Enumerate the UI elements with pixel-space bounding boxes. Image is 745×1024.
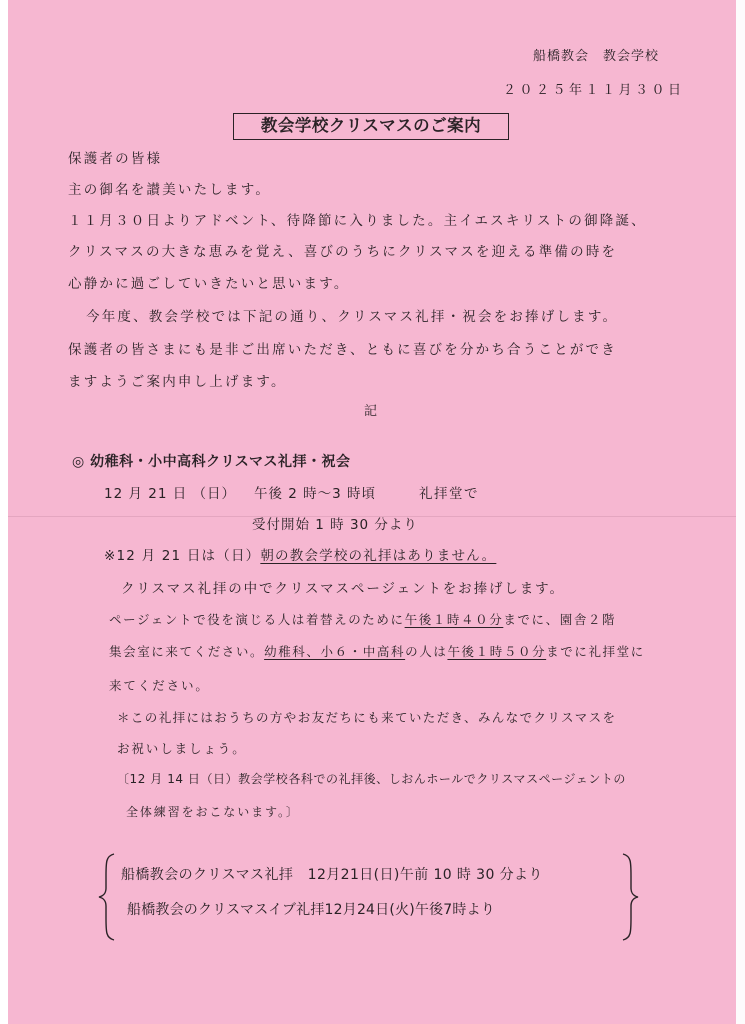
event-reception: 受付開始 1 時 30 分より (252, 517, 418, 533)
event-date: 12 月 21 日 （日） (104, 486, 237, 502)
greeting-line-4: 心静かに過ごしていきたいと思います。 (68, 276, 350, 292)
note-4-c: の人は (405, 644, 448, 659)
service-line-1: 船橋教会のクリスマス礼拝 12月21日(日)午前 10 時 30 分より (121, 867, 543, 883)
note-9: 全体練習をおこないます。〕 (126, 805, 300, 819)
note-4 (109, 643, 645, 661)
note-4-classes: 幼稚科、小６・中高科 (264, 644, 406, 659)
event-heading: ◎ 幼稚科・小中高科クリスマス礼拝・祝会 (72, 454, 351, 470)
ki-marker: 記 (364, 404, 380, 419)
note-8: 〔12 月 14 日（日）教会学校各科での礼拝後、しおんホールでクリスマスページェントの (117, 772, 626, 786)
note-2: クリスマス礼拝の中でクリスマスページェントをお捧げします。 (121, 581, 565, 597)
greeting-line-3: クリスマスの大きな恵みを覚え、喜びのうちにクリスマスを迎える準備の時を (68, 244, 618, 260)
event-time: 午後 2 時～3 時頃 (254, 486, 377, 502)
note-5: 来てください。 (109, 678, 210, 693)
page-title: 教会学校クリスマスのご案内 (233, 113, 509, 140)
note-1 (104, 547, 496, 565)
note-3-time: 午後１時４０分 (404, 612, 504, 627)
note-4-a: 集会室に来てください。 (109, 644, 265, 659)
greeting-line-6: 保護者の皆さまにも是非ご出席いただき、ともに喜びを分かち合うことができ (68, 342, 617, 358)
greeting-line-5: 今年度、教会学校では下記の通り、クリスマス礼拝・祝会をお捧げします。 (86, 309, 619, 325)
issue-date: ２０２５年１１月３０日 (503, 83, 685, 98)
note-4-e: までに礼拝堂に (546, 644, 645, 659)
note-1-underlined: 朝の教会学校の礼拝はありません。 (260, 548, 497, 564)
note-3 (109, 611, 616, 629)
note-6: ＊この礼拝にはおうちの方やお友だちにも来ていただき、みんなでクリスマスを (117, 710, 617, 725)
greeting-line-7: ますようご案内申し上げます。 (68, 374, 287, 390)
greeting-line-1: 主の御名を讃美いたします。 (68, 182, 272, 198)
addressee: 保護者の皆様 (68, 151, 163, 167)
right-brace (617, 852, 641, 942)
organization-name: 船橋教会 教会学校 (533, 49, 660, 64)
paper-edge (736, 0, 745, 1024)
note-1-prefix: ※12 月 21 日は（日） (104, 548, 261, 564)
note-7: お祝いしましょう。 (117, 741, 247, 756)
service-line-2: 船橋教会のクリスマスイブ礼拝12月24日(火)午後7時より (127, 902, 495, 918)
left-brace (96, 852, 120, 942)
event-place: 礼拝堂で (419, 486, 479, 502)
note-3-c: までに、園舎２階 (503, 612, 617, 627)
greeting-line-2: １１月３０日よりアドベント、待降節に入りました。主イエスキリストの御降誕、 (68, 213, 647, 229)
note-3-a: ページェントで役を演じる人は着替えのために (109, 612, 405, 627)
note-4-time: 午後１時５０分 (447, 644, 547, 659)
